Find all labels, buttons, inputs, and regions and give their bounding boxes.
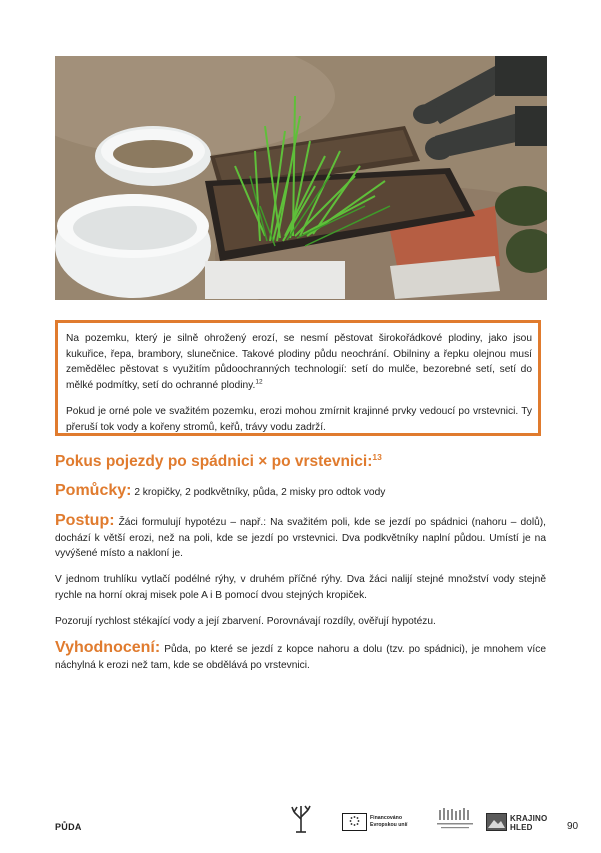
- tree-logo-icon: [289, 803, 313, 833]
- pomucky-label: Pomůcky:: [55, 482, 132, 499]
- photo-illustration: [55, 56, 547, 300]
- ministry-logo-icon: [433, 808, 477, 832]
- page-number: 90: [567, 821, 579, 832]
- postup-label: Postup:: [55, 512, 115, 529]
- pomucky-text: 2 kropičky, 2 podkvětníky, půda, 2 misky pro odtok vody: [134, 487, 386, 498]
- info-box: [55, 320, 541, 436]
- footnote-ref-13: 13: [372, 451, 382, 462]
- eu-flag-icon: [342, 813, 367, 831]
- vyhodnoceni-section: [55, 640, 546, 673]
- postup-paragraph-2: V jednom truhlíku vytlačí podélné rýhy, v druhém příčné rýhy. Dva žáci nalijí stejné množství vody stejně rychle na horní okraj misek pole A i B pomocí dvou stejných kropiček.: [55, 574, 546, 601]
- vyhodnoceni-label: Vyhodnocení:: [55, 639, 161, 656]
- info-paragraph-1: Na pozemku, který je silně ohrožený erozí, se nesmí pěstovat širokořádkové plodiny, jako jsou kukuřice, řepa, brambory, slunečnice. Takové plodiny půdu neochrání. Obilniny a řepku olejnou musí zemědělec pěstovat s využitím půdoochranných technologií: setí do mulče, bezorebné setí, setí do mělké podmítky, setí do ochranné plodiny.$^{12}$: [66, 333, 532, 391]
- eu-funding-text: Financováno Evropskou unií: [370, 815, 408, 828]
- experiment-photo: [55, 56, 547, 300]
- info-paragraph-2: Pokud je orné pole ve svažitém pozemku, erozi mohou zmírnit krajinné prvky vedoucí po vrstevnici. Ty přeruší tok vody a kořeny stromů, keřů, trávy vodu zadrží.: [66, 406, 532, 433]
- krajinohled-logo-text: KRAJINO HLED: [510, 814, 548, 832]
- footer-section-label: PŮDA: [55, 822, 82, 832]
- vyhodnoceni-text: Půda, po které se jezdí z kopce nahoru a dolu (tzv. po spádnici), je mnohem více náchylná k erozi než tam, kde se obdělává po vrstevnici.: [55, 644, 546, 671]
- experiment-heading: Pokus pojezdy po spádnici × po vrstevnici:$^{13}$: [55, 451, 382, 470]
- postup-paragraph-3: Pozorují rychlost stékající vody a její zbarvení. Porovnávají rozdíly, ověřují hypotézu.: [55, 616, 436, 627]
- pomucky-section: [55, 483, 546, 501]
- footnote-ref-12: 12: [255, 378, 263, 386]
- krajinohled-logo-icon: [486, 813, 507, 831]
- postup-section: [55, 513, 546, 562]
- postup-text: Žáci formulují hypotézu – např.: Na svažitém poli, kde se jezdí po spádnici (nahoru – dolů), dochází k větší erozi, než na poli, kde se jezdí po vrstevnici. Dva podkvětníky naplní půdou. Umístí je na vyvýšené místo a nakloní je.: [55, 517, 546, 559]
